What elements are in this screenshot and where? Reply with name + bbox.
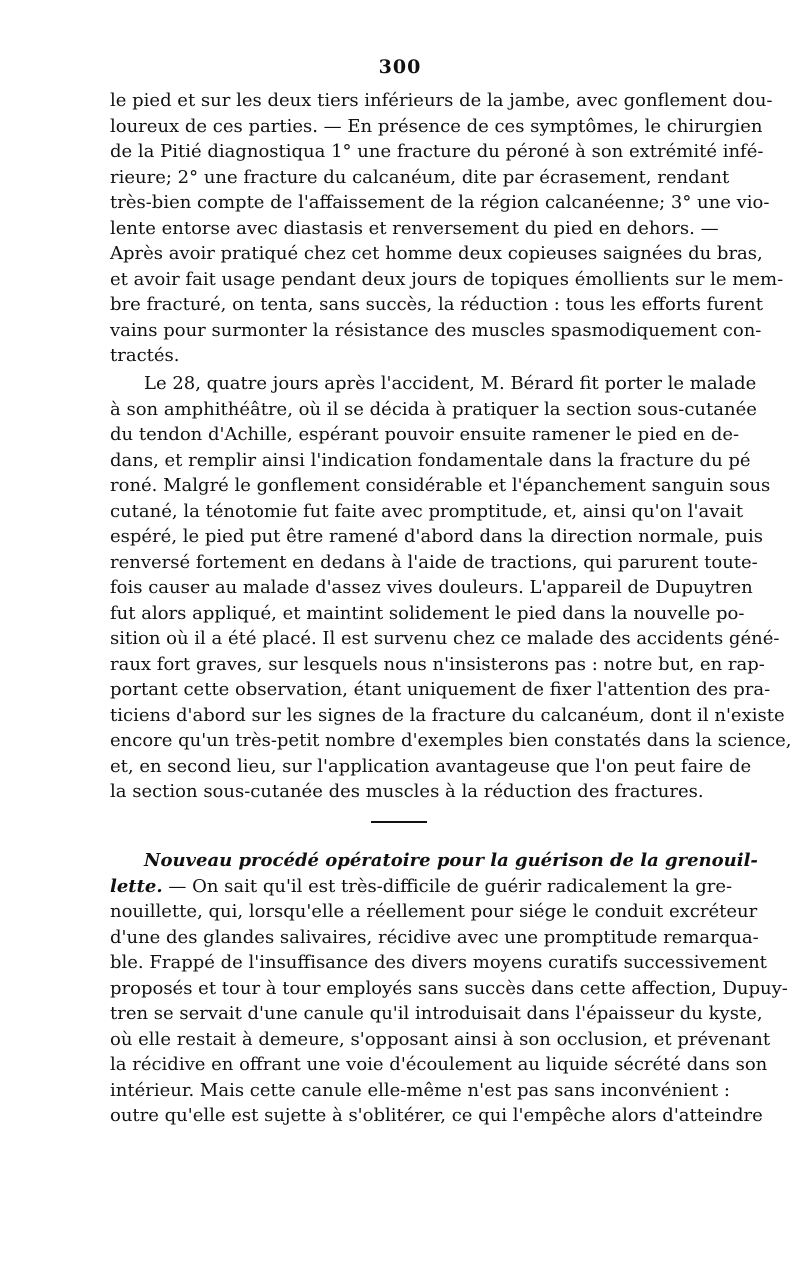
text-line: la section sous-cutanée des muscles à la réduction des fractures. — [110, 781, 704, 802]
text-line: dans, et remplir ainsi l'indication fondamentale dans la fracture du pé — [110, 449, 751, 471]
text-line: lente entorse avec diastasis et renversement du pied en dehors. — — [110, 217, 719, 239]
text-line: proposés et tour à tour employés sans succès dans cette affection, Dupuy- — [110, 977, 788, 999]
text-line: où elle restait à demeure, s'opposant ainsi à son occlusion, et prévenant — [110, 1028, 771, 1050]
paragraph-2 — [110, 371, 792, 805]
text-line: ble. Frappé de l'insuffisance des divers moyens curatifs successivement — [110, 952, 767, 973]
text-line: cutané, la ténotomie fut faite avec promptitude, et, ainsi qu'on l'avait — [110, 500, 744, 522]
text-line: fois causer au malade d'assez vives douleurs. L'appareil de Dupuytren — [110, 577, 753, 598]
section-heading: Nouveau procédé opératoire pour la guérison de la grenouil- — [144, 850, 758, 871]
text-line: sition où il a été placé. Il est survenu chez ce malade des accidents géné- — [110, 628, 780, 649]
text-line: ticiens d'abord sur les signes de la fracture du calcanéum, dont il n'existe — [110, 704, 785, 726]
text-line: encore qu'un très-petit nombre d'exemples bien constatés dans la science, — [110, 730, 792, 751]
text-line: raux fort graves, sur lesquels nous n'insisterons pas : notre but, en rap- — [110, 653, 765, 675]
text-line: la récidive en offrant une voie d'écoulement au liquide sécrété dans son — [110, 1054, 768, 1075]
text-line: tren se servait d'une canule qu'il introduisait dans l'épaisseur du kyste, — [110, 1003, 763, 1024]
text-line: tractés. — [110, 345, 180, 366]
text-line: et avoir fait usage pendant deux jours de topiques émollients sur le mem- — [110, 268, 784, 290]
text-line: à son amphithéâtre, où il se décida à pratiquer la section sous-cutanée — [110, 398, 757, 420]
text-line: de la Pitié diagnostiqua 1° une fracture du péroné à son extrémité infé- — [110, 141, 764, 162]
text-line: loureux de ces parties. — En présence de ces symptômes, le chirurgien — [110, 115, 763, 137]
section-heading-continuation: lette. — [110, 875, 163, 897]
text-span: — On sait qu'il est très-difficile de guérir radicalement la gre- — [162, 875, 733, 897]
text-line — [110, 874, 733, 900]
text-line: fut alors appliqué, et maintint solidement le pied dans la nouvelle po- — [110, 602, 745, 624]
text-line: roné. Malgré le gonflement considérable et l'épanchement sanguin sous — [110, 475, 771, 496]
text-line: Après avoir pratiqué chez cet homme deux copieuses saignées du bras, — [110, 243, 763, 264]
page-number: 300 — [378, 56, 422, 78]
text-line: très-bien compte de l'affaissement de la région calcanéenne; 3° une vio- — [110, 192, 770, 213]
paragraph-1 — [110, 88, 784, 369]
text-line: Le 28, quatre jours après l'accident, M. Bérard fit porter le malade — [144, 373, 757, 394]
text-line: nouillette, qui, lorsqu'elle a réellement pour siége le conduit excréteur — [110, 901, 758, 922]
text-line: espéré, le pied put être ramené d'abord dans la direction normale, puis — [110, 526, 764, 547]
text-line: intérieur. Mais cette canule elle-même n'est pas sans inconvénient : — [110, 1079, 730, 1101]
text-line: vains pour surmonter la résistance des muscles spasmodiquement con- — [110, 319, 762, 341]
text-line: et, en second lieu, sur l'application avantageuse que l'on peut faire de — [110, 755, 752, 777]
paragraph-3 — [110, 848, 788, 1129]
text-line: outre qu'elle est sujette à s'oblitérer, ce qui l'empêche alors d'atteindre — [110, 1105, 763, 1126]
text-line: d'une des glandes salivaires, récidive avec une promptitude remarqua- — [110, 926, 759, 948]
section-divider — [371, 821, 427, 823]
text-line: portant cette observation, étant uniquement de fixer l'attention des pra- — [110, 679, 771, 700]
text-line: le pied et sur les deux tiers inférieurs de la jambe, avec gonflement dou- — [110, 90, 773, 111]
text-line: du tendon d'Achille, espérant pouvoir ensuite ramener le pied en de- — [110, 424, 740, 445]
text-line: bre fracturé, on tenta, sans succès, la réduction : tous les efforts furent — [110, 294, 763, 315]
text-line: rieure; 2° une fracture du calcanéum, dite par écrasement, rendant — [110, 166, 730, 188]
text-line: renversé fortement en dedans à l'aide de tractions, qui parurent toute- — [110, 551, 758, 573]
